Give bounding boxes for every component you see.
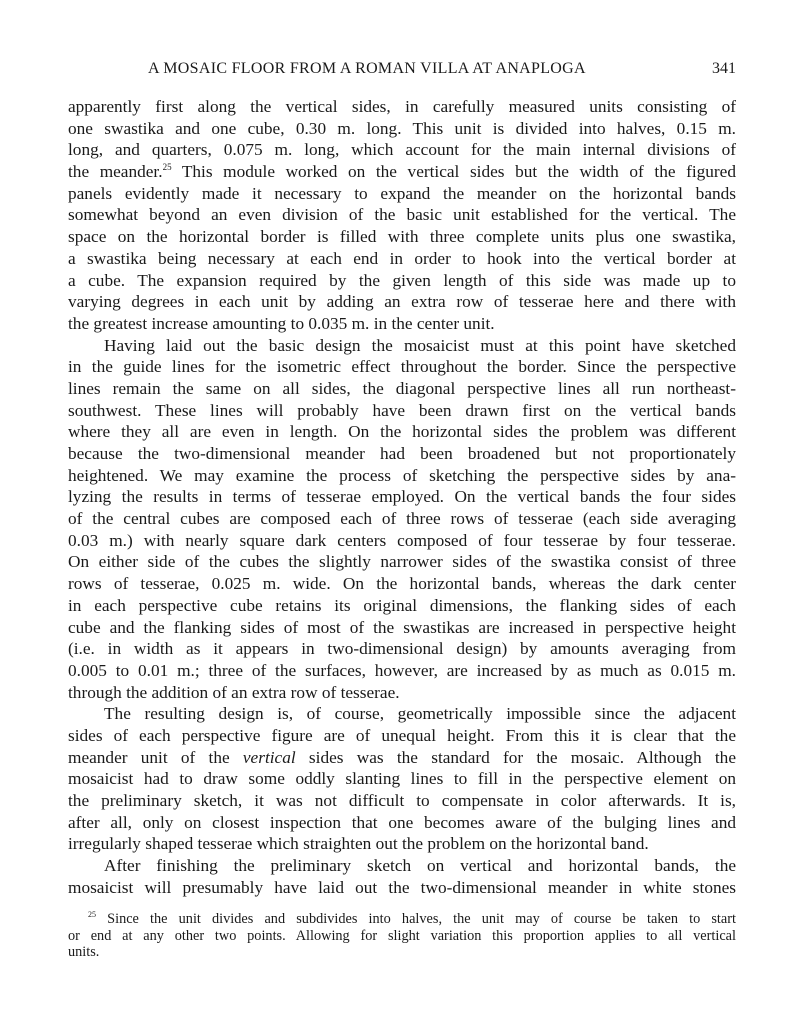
text-line: in the guide lines for the isometric effect throughout the border. Since the perspective: [68, 357, 736, 377]
footnote-text: Since the unit divides and subdivides into halves, the unit may of course be taken to start: [107, 911, 736, 927]
text-line: through the addition of an extra row of tesserae.: [68, 682, 400, 702]
text-segment: the meander.: [68, 162, 163, 182]
page-header: [68, 60, 736, 84]
text-line: The resulting design is, of course, geometrically impossible since the adjacent: [104, 704, 736, 724]
text-line: the preliminary sketch, it was not difficult to compensate in color afterwards. It is,: [68, 791, 736, 810]
text-line: On either side of the cubes the slightly narrower sides of the swastika consist of three: [68, 552, 736, 572]
text-line: apparently first along the vertical sides, in carefully measured units consisting of: [68, 97, 736, 116]
footnote-reference[interactable]: 25: [162, 162, 172, 173]
text-line: of the central cubes are composed each of three rows of tesserae (each side averaging: [68, 509, 736, 529]
text-segment: meander unit of the: [68, 747, 230, 767]
footnote-line: units.: [68, 944, 100, 960]
text-line: Having laid out the basic design the mosaicist must at this point have sketched: [104, 335, 736, 355]
text-line: 0.03 m.) with nearly square dark centers composed of four tesserae by four tesserae.: [68, 530, 736, 550]
text-line: in each perspective cube retains its original dimensions, the flanking sides of each: [68, 595, 736, 615]
text-line: heightened. We may examine the process of sketching the perspective sides by ana-: [68, 465, 736, 485]
text-line: the greatest increase amounting to 0.035 m. in the center unit.: [68, 313, 495, 333]
text-line: long, and quarters, 0.075 m. long, which account for the main internal divisions of: [68, 140, 736, 160]
footnote-marker: 25: [88, 910, 96, 919]
footnotes: [68, 911, 736, 961]
text-line: varying degrees in each unit by adding an extra row of tesserae here and there with: [68, 292, 736, 312]
text-line: cube and the flanking sides of most of the swastikas are increased in perspective height: [68, 617, 736, 637]
body-text: [68, 96, 736, 898]
footnote-line: or end at any other two points. Allowing for slight variation this proportion applies to all vertical: [68, 927, 736, 944]
text-line: mosaicist will presumably have laid out the two-dimensional meander in white stones: [68, 877, 736, 897]
text-line: because the two-dimensional meander had been broadened but not proportionately: [68, 444, 736, 463]
footnote-line: [68, 911, 736, 928]
text-segment: This module worked on the vertical sides but the width of the figured: [181, 162, 736, 182]
text-line: where they all are even in length. On the horizontal sides the problem was different: [68, 422, 736, 442]
text-line: sides of each perspective figure are of unequal height. From this it is clear that the: [68, 725, 736, 745]
text-line: one swastika and one cube, 0.30 m. long. This unit is divided into halves, 0.15 m.: [68, 118, 736, 138]
text-line: southwest. These lines will probably have been drawn first on the vertical bands: [68, 400, 736, 420]
text-line: panels evidently made it necessary to expand the meander on the horizontal bands: [68, 183, 736, 203]
running-title: A MOSAIC FLOOR FROM A ROMAN VILLA AT ANAPLOGA: [148, 60, 586, 77]
text-line: space on the horizontal border is filled with three complete units plus one swastika,: [68, 227, 736, 247]
text-line: lines remain the same on all sides, the diagonal perspective lines all run northeast-: [68, 378, 736, 398]
text-line: After finishing the preliminary sketch on vertical and horizontal bands, the: [104, 856, 736, 876]
text-line: 0.005 to 0.01 m.; three of the surfaces, however, are increased by as much as 0.015 m.: [68, 660, 736, 680]
text-line-with-footnote: [68, 161, 736, 183]
text-line: a cube. The expansion required by the given length of this side was made up to: [68, 270, 736, 290]
text-line: irregularly shaped tesserae which straighten out the problem on the horizontal band.: [68, 834, 649, 854]
page-number: 341: [712, 60, 736, 77]
text-line: mosaicist had to draw some oddly slanting lines to fill in the perspective element on: [68, 769, 736, 789]
text-line-with-italic: [68, 747, 736, 769]
text-line: lyzing the results in terms of tesserae employed. On the vertical bands the four sides: [68, 487, 736, 507]
text-line: (i.e. in width as it appears in two-dimensional design) by amounts averaging from: [68, 639, 736, 659]
italic-emphasis: vertical: [242, 747, 296, 767]
text-line: a swastika being necessary at each end in order to hook into the vertical border at: [68, 248, 736, 268]
text-line: rows of tesserae, 0.025 m. wide. On the horizontal bands, whereas the dark center: [68, 574, 736, 594]
text-segment: sides was the standard for the mosaic. Although the: [308, 747, 736, 767]
text-line: after all, only on closest inspection that one becomes aware of the bulging lines and: [68, 812, 736, 832]
text-line: somewhat beyond an even division of the basic unit established for the vertical. The: [68, 205, 736, 225]
